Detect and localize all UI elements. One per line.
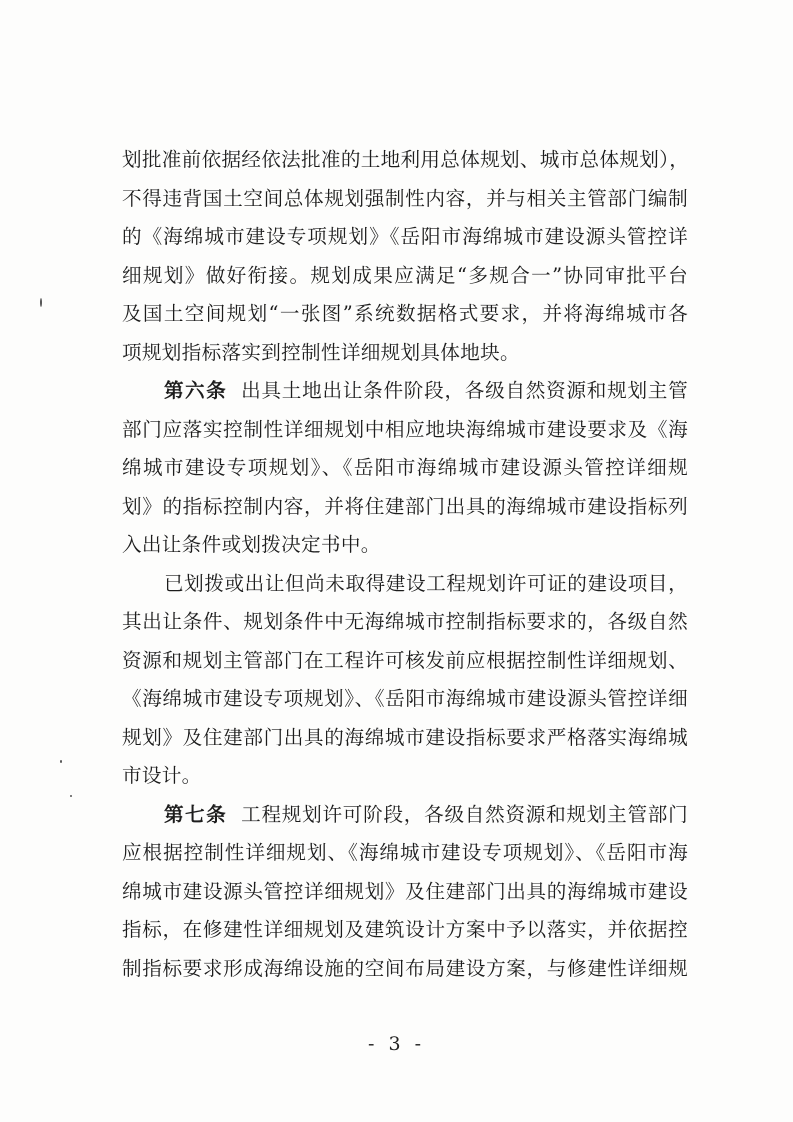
- text-line: 部门应落实控制性详细规划中相应地块海绵城市建设要求及《海: [122, 417, 688, 441]
- article-7-first-line: [122, 796, 688, 835]
- article-6-first-line: [122, 372, 688, 411]
- text-line: 制指标要求形成海绵设施的空间布局建设方案，与修建性详细规: [122, 956, 688, 980]
- text-line: 项规划指标落实到控制性详细规划具体地块。: [122, 340, 520, 364]
- text-line: 的《海绵城市建设专项规划》《岳阳市海绵城市建设源头管控详: [122, 225, 688, 248]
- text-line: 已划拨或出让但尚未取得建设工程规划许可证的建设项目，: [164, 571, 688, 595]
- article-6-label: 第六条: [164, 379, 228, 402]
- text-line: 规划》及住建部门出具的海绵城市建设指标要求严格落实海绵城: [122, 725, 688, 749]
- text-line: 及国土空间规划“一张图”系统数据格式要求，并将海绵城市各: [122, 302, 688, 325]
- text-line: 其出让条件、规划条件中无海绵城市控制指标要求的，各级自然: [122, 610, 688, 633]
- text-line: 资源和规划主管部门在工程许可核发前应根据控制性详细规划、: [122, 648, 688, 672]
- text-line: 划批准前依据经依法批准的土地利用总体规划、城市总体规划），: [122, 148, 690, 171]
- text-line: 指标，在修建性详细规划及建筑设计方案中予以落实，并依据控: [122, 918, 688, 941]
- text-line: 工程规划许可阶段，各级自然资源和规划主管部门: [241, 802, 688, 826]
- body-text: [122, 141, 688, 988]
- text-line: 市设计。: [122, 764, 202, 787]
- scan-speck: [70, 795, 72, 797]
- page-number: - 3 -: [367, 1033, 425, 1055]
- text-line: 《海绵城市建设专项规划》、《岳阳市海绵城市建设源头管控详细: [122, 687, 688, 710]
- scan-speck: [60, 760, 62, 763]
- text-line: 应根据控制性详细规划、《海绵城市建设专项规划》、《岳阳市海: [122, 841, 688, 864]
- text-line: 绵城市建设专项规划》、《岳阳市海绵城市建设源头管控详细规: [122, 456, 688, 479]
- text-line: 绵城市建设源头管控详细规划》及住建部门出具的海绵城市建设: [122, 879, 688, 903]
- article-7-label: 第七条: [164, 802, 228, 826]
- text-line: 细规划》做好衔接。规划成果应满足“多规合一”协同审批平台: [122, 263, 688, 287]
- text-line: 不得违背国土空间总体规划强制性内容，并与相关主管部门编制: [122, 186, 688, 210]
- text-line: 划》的指标控制内容，并将住建部门出具的海绵城市建设指标列: [122, 494, 688, 518]
- text-line: 出具土地出让条件阶段，各级自然资源和规划主管: [241, 379, 688, 402]
- scan-speck: [40, 298, 42, 307]
- text-line: 入出让条件或划拨决定书中。: [122, 533, 381, 556]
